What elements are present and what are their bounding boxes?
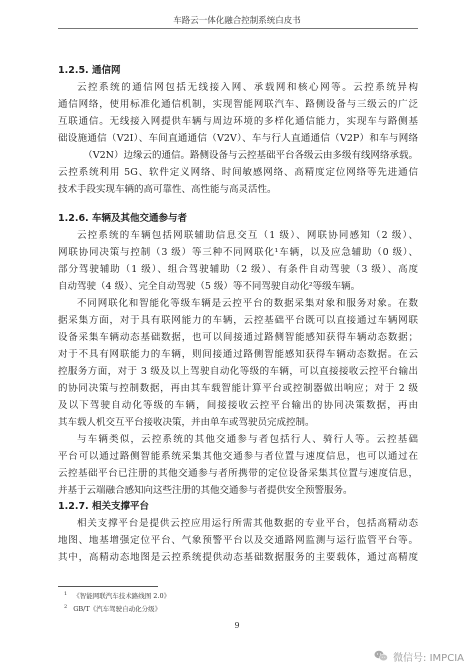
text-line: 与车辆类似，云控系统的其他交通参与者包括行人、骑行人等。云控基础 [77, 434, 418, 445]
footnote-mark: 2 [64, 604, 68, 610]
watermark-text: 微信号: IMPCIA [393, 652, 464, 664]
section-title: 相关支撑平台 [92, 501, 150, 512]
text-line: 其车载人机交互平台接收决策，并由单车或驾驶员完成控制。 [58, 417, 315, 428]
text-line: 自动驾驶（4 级）、完全自动驾驶（5 级）等不同驾驶自动化²等级车辆。 [58, 281, 361, 292]
footnote-mark: 1 [64, 591, 68, 597]
text-line: 并基于云端融合感知向这些注册的其他交通参与者提供安全预警服务。 [58, 485, 353, 496]
text-line: 设备采集车辆动态基础数据，也可以间接通过路侧智能感知获得车辆动态数据； [58, 332, 418, 343]
text-line: （V2N）边缘云的通信。路侧设备与云控基础平台各级云由多级有线网络承载。 [83, 150, 418, 161]
text-line: 对于不具有网联能力的车辆，则间接通过路侧智能感知获得车辆动态数据。在云 [58, 349, 418, 360]
header-divider [58, 28, 418, 29]
section-title: 通信网 [92, 65, 121, 76]
text-line: 通信网络，使用标准化通信机制，实现智能网联汽车、路侧设备与三级云的广泛 [58, 99, 418, 110]
section-number: 1.2.6. [58, 213, 89, 224]
text-line: 础设施通信（V2I）、车间直通通信（V2V）、车与行人直通通信（V2P）和车与网络 [58, 133, 418, 144]
footnote-1 [64, 591, 170, 600]
section-title: 车辆及其他交通参与者 [92, 213, 188, 224]
section-number: 1.2.7. [58, 501, 89, 512]
footnote-text: GB/T《汽车驾驶自动化分级》 [73, 605, 162, 614]
section-heading-1-2-6 [58, 210, 187, 224]
section-heading-1-2-7 [58, 498, 149, 512]
text-line: 相关支撑平台是提供云控应用运行所需其他数据的专业平台，包括高精动态 [77, 518, 418, 529]
wechat-icon [374, 650, 388, 662]
text-line: 云控系统的通信网包括无线接入网、承载网和核心网等。云控系统异构 [77, 82, 418, 93]
footnote-2 [64, 604, 161, 613]
text-line: 云控基础平台已注册的其他交通参与者所携带的定位设备采集其位置与速度信息， [58, 468, 418, 479]
page-number: 9 [234, 621, 240, 630]
running-header: 车路云一体化融合控制系统白皮书 [173, 16, 301, 26]
text-line: 部分驾驶辅助（1 级）、组合驾驶辅助（2 级）、有条件自动驾驶（3 级）、高度 [58, 264, 418, 275]
wechat-watermark [374, 647, 464, 665]
text-line: 地图、地基增强定位平台、气象预警平台以及交通路网监测与运行监管平台等。 [58, 535, 418, 546]
section-heading-1-2-5 [58, 62, 121, 76]
text-line: 及以下驾驶自动化等级的车辆，间接接收云控平台输出的协同决策数据，再由 [58, 400, 418, 411]
text-line: 据采集方面，对于具有联网能力的车辆，云控基础平台既可以直接通过车辆网联 [58, 315, 418, 326]
text-line: 互联通信。无线接入网提供车辆与周边环境的多样化通信能力，实现车与路侧基 [58, 116, 418, 127]
text-line: 网联协同决策与控制（3 级）等三种不同网联化¹车辆，以及应急辅助（0 级）、 [58, 247, 418, 258]
footnote-divider [58, 586, 158, 587]
section-number: 1.2.5. [58, 65, 89, 76]
text-line: 不同网联化和智能化等级车辆是云控平台的数据采集对象和服务对象。在数 [77, 298, 418, 309]
text-line: 控服务方面，对于 3 级及以上驾驶自动化等级的车辆，可以直接接收云控平台输出 [58, 366, 418, 377]
text-line: 技术手段实现车辆的高可靠性、高性能与高灵活性。 [58, 184, 277, 195]
text-line: 其中，高精动态地图是云控系统提供动态基础数据服务的主要载体，通过高精度 [58, 552, 418, 563]
text-line: 云控系统利用 5G、软件定义网络、时间敏感网络、高精度定位网络等先进通信 [58, 167, 418, 178]
text-line: 平台可以通过路侧智能系统采集其他交通参与者位置与速度信息，也可以通过在 [58, 451, 418, 462]
text-line: 云控系统的车辆包括网联辅助信息交互（1 级）、网联协同感知（2 级）、 [77, 230, 418, 241]
text-line: 的协同决策与控制数据，再由其车载智能计算平台或控制器做出响应；对于 2 级 [58, 383, 418, 394]
footnote-text: 《智能网联汽车技术路线图 2.0》 [73, 592, 171, 601]
